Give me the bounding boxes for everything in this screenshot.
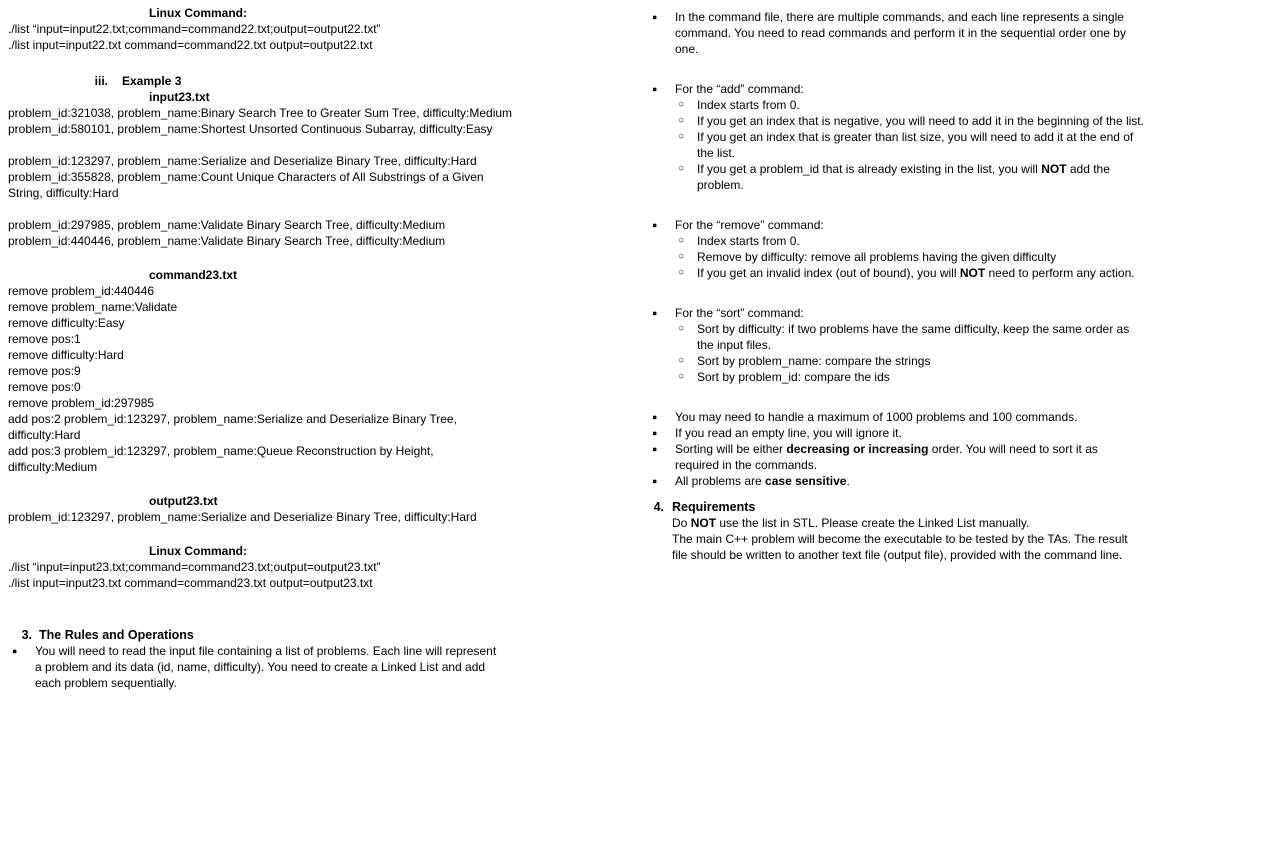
input-file-content	[8, 105, 640, 249]
section3-title: The Rules and Operations	[39, 628, 194, 642]
text-run: add the	[1066, 162, 1110, 176]
right-column	[648, 0, 1278, 563]
bold-run: case sensitive	[765, 474, 847, 488]
remove-sub-list	[648, 233, 1278, 281]
add-sub-list	[648, 97, 1278, 193]
command-line: remove problem_id:440446	[8, 284, 155, 298]
command-line: remove pos:0	[8, 380, 81, 394]
bullet-text: a problem and its data (id, name, difficulty). You need to create a Linked List and add	[35, 660, 486, 674]
sub-text: the input files.	[697, 338, 772, 352]
sort-sub-item	[648, 321, 1278, 353]
ex3-linux-cmd: ./list “input=input23.txt;command=command23.txt;output=output23.txt”	[8, 560, 381, 574]
example3-title: Example 3	[122, 74, 182, 88]
bold-not: NOT	[1041, 162, 1067, 176]
ex3-linux-heading: Linux Command:	[149, 544, 247, 558]
text-run: All problems are	[675, 474, 766, 488]
command-line: add pos:2 problem_id:123297, problem_name:Serialize and Deserialize Binary Tree,	[8, 412, 457, 426]
sub-text	[697, 265, 1278, 281]
sub-text: ○ Sort by problem_id: compare the ids	[697, 370, 890, 384]
cmdfile-bullet-list	[648, 9, 1278, 57]
bold-run: decreasing or increasing	[786, 442, 929, 456]
sub-text: the list.	[697, 146, 736, 160]
command-line: difficulty:Medium	[8, 460, 98, 474]
ex2-linux-cmd: ./list input=input22.txt command=command22.txt output=output22.txt	[8, 38, 373, 52]
remove-sub-item	[648, 233, 1278, 249]
sort-heading: ● For the “sort” command:	[675, 306, 804, 320]
ex2-linux-cmd: ./list “input=input22.txt;command=command22.txt;output=output22.txt”	[8, 22, 381, 36]
text-run: Do	[672, 516, 691, 530]
bullet-text: ● You will need to read the input file containing a list of problems. Each line will represent	[35, 644, 497, 658]
text-run: Sorting will be either	[675, 442, 787, 456]
text-run: need to perform any action.	[985, 266, 1135, 280]
add-sub-item	[648, 113, 1278, 129]
input-line: problem_id:321038, problem_name:Binary Search Tree to Greater Sum Tree, difficulty:Medium	[8, 106, 513, 120]
input-line: problem_id:440446, problem_name:Validate Binary Search Tree, difficulty:Medium	[8, 234, 446, 248]
sub-text: ○ Index starts from 0.	[697, 98, 800, 112]
command-line: add pos:3 problem_id:123297, problem_name:Queue Reconstruction by Height,	[8, 444, 434, 458]
input-line: problem_id:297985, problem_name:Validate Binary Search Tree, difficulty:Medium	[8, 218, 446, 232]
bullet-text	[675, 473, 1278, 489]
bullet-text: ● If you read an empty line, you will ignore it.	[675, 426, 902, 440]
section3-number: 3.	[21, 628, 32, 642]
remove-heading: ● For the “remove” command:	[675, 218, 824, 232]
text-run: order. You will need to sort it as	[928, 442, 1098, 456]
sub-text	[697, 161, 1278, 177]
sort-sub-list	[648, 321, 1278, 385]
sub-text: ○ Index starts from 0.	[697, 234, 800, 248]
command-line: remove pos:1	[8, 332, 81, 346]
input-line: String, difficulty:Hard	[8, 186, 119, 200]
input-line: problem_id:123297, problem_name:Serialize and Deserialize Binary Tree, difficulty:Hard	[8, 154, 477, 168]
req-line	[672, 515, 1278, 531]
command-line: remove pos:9	[8, 364, 81, 378]
bullet-text: each problem sequentially.	[35, 676, 177, 690]
bullet-text: required in the commands.	[675, 458, 818, 472]
command-file-title: command23.txt	[149, 268, 238, 282]
command-line: remove difficulty:Hard	[8, 348, 124, 362]
sorting-bullet	[648, 441, 1278, 473]
add-sub-item	[648, 161, 1278, 193]
input-file-title: input23.txt	[149, 90, 210, 104]
section4-number: 4.	[653, 500, 664, 514]
bullet-text: ● In the command file, there are multiple commands, and each line represents a single	[675, 10, 1124, 24]
remove-sub-item	[648, 265, 1278, 281]
bullet-text	[675, 441, 1278, 457]
command-line: remove problem_id:297985	[8, 396, 155, 410]
add-heading: ● For the “add” command:	[675, 82, 804, 96]
section3-bullets	[8, 643, 640, 691]
req-line: The main C++ problem will become the executable to be tested by the TAs. The result	[672, 532, 1128, 546]
output-file-title: output23.txt	[149, 494, 218, 508]
section4-title: Requirements	[672, 500, 756, 514]
add-sub-item	[648, 97, 1278, 113]
remove-sub-item	[648, 249, 1278, 265]
sub-text: ○ If you get an index that is greater than list size, you will need to add it at the end of	[697, 130, 1134, 144]
cmdfile-bullet	[648, 9, 1278, 57]
text-run: use the list in STL. Please create the Linked List manually.	[716, 516, 1030, 530]
case-bullet	[648, 473, 1278, 489]
add-sub-item	[648, 129, 1278, 161]
bold-not: NOT	[959, 266, 986, 280]
misc-bullet-list	[648, 409, 1278, 489]
max-bullet	[648, 409, 1278, 425]
input-line: problem_id:580101, problem_name:Shortest Unsorted Continuous Subarray, difficulty:Easy	[8, 122, 493, 136]
add-bullet-list	[648, 81, 1278, 97]
bold-not: NOT	[690, 516, 717, 530]
command-file-content	[8, 283, 640, 475]
empty-line-bullet	[648, 425, 1278, 441]
input-line	[8, 201, 640, 217]
sub-text: ○ Sort by difficulty: if two problems have the same difficulty, keep the same order as	[697, 322, 1130, 336]
remove-command-bullet	[648, 217, 1278, 233]
output-line: problem_id:123297, problem_name:Serialize and Deserialize Binary Tree, difficulty:Hard	[8, 510, 477, 524]
sub-text: problem.	[697, 178, 744, 192]
input-line	[8, 137, 640, 153]
sort-sub-item	[648, 369, 1278, 385]
bullet-text: ● You may need to handle a maximum of 1000 problems and 100 commands.	[675, 410, 1078, 424]
sub-text: ○ Sort by problem_name: compare the strings	[697, 354, 931, 368]
section3-bullet	[8, 643, 640, 691]
section4-heading	[648, 499, 1278, 515]
sub-text: ○ Remove by difficulty: remove all problems having the given difficulty	[697, 250, 1057, 264]
text-run: .	[846, 474, 850, 488]
sub-text: ○ If you get an index that is negative, you will need to add it in the beginning of the list.	[697, 114, 1144, 128]
sort-bullet-list	[648, 305, 1278, 321]
text-run: If you get a problem_id that is already existing in the list, you will	[697, 162, 1042, 176]
text-run: If you get an invalid index (out of bound), you will	[697, 266, 960, 280]
example3-heading	[8, 73, 640, 89]
command-line: remove difficulty:Easy	[8, 316, 125, 330]
sort-command-bullet	[648, 305, 1278, 321]
section3-heading	[8, 627, 640, 643]
sort-sub-item	[648, 353, 1278, 369]
bullet-text: one.	[675, 42, 699, 56]
add-command-bullet	[648, 81, 1278, 97]
ex2-linux-heading: Linux Command:	[149, 6, 247, 20]
example3-numeral: iii.	[94, 74, 108, 88]
command-line: remove problem_name:Validate	[8, 300, 178, 314]
left-column	[0, 0, 640, 691]
requirements-body	[648, 515, 1278, 563]
ex3-linux-cmd: ./list input=input23.txt command=command23.txt output=output23.txt	[8, 576, 373, 590]
bullet-text: command. You need to read commands and perform it in the sequential order one by	[675, 26, 1126, 40]
remove-bullet-list	[648, 217, 1278, 233]
req-line: file should be written to another text file (output file), provided with the command line.	[672, 548, 1123, 562]
input-line: problem_id:355828, problem_name:Count Unique Characters of All Substrings of a Given	[8, 170, 484, 184]
command-line: difficulty:Hard	[8, 428, 81, 442]
